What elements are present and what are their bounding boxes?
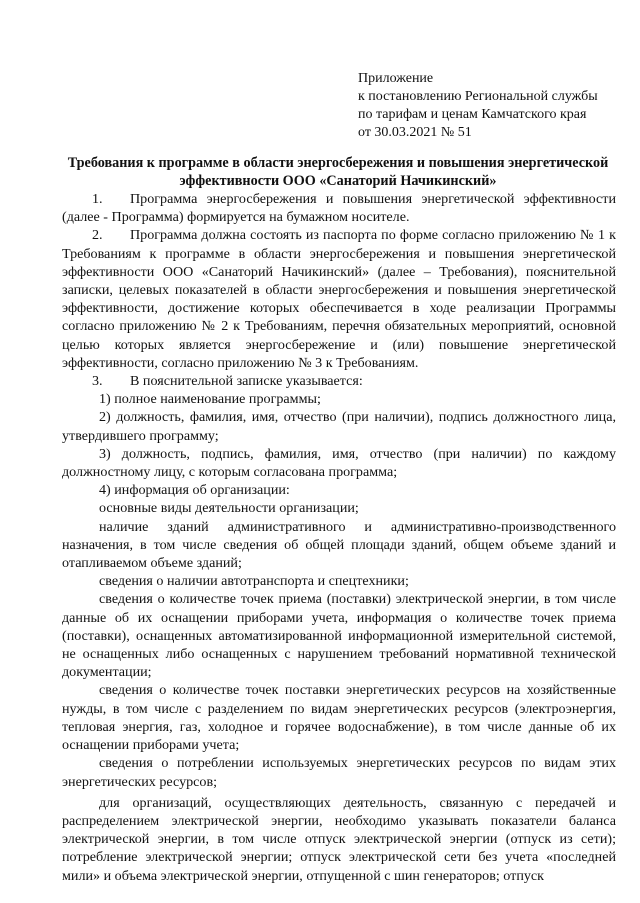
document-body [62,190,616,885]
paragraph: сведения о потреблении используемых энергетических ресурсов по видам этих энергетических ресурсов; [62,755,616,790]
appendix-header [358,70,628,142]
appendix-line-4: от 30.03.2021 № 51 [358,125,472,140]
paragraph: 4) информация об организации: [99,482,290,499]
item-number: 3. [92,373,103,390]
paragraph: 3) должность, подпись, фамилия, имя, отчество (при наличии) по каждому должностному лицу, с которым согласована программа; [62,445,616,481]
numbered-item-1 [62,190,616,226]
appendix-line-1: Приложение [358,71,434,86]
appendix-line-3: по тарифам и ценам Камчатского края [358,107,587,122]
paragraph: 1) полное наименование программы; [99,391,321,408]
numbered-item-3 [62,372,616,390]
item-text: Программа энергосбережения и повышения энергетической эффективности (далее - Программа) формируется на бумажном носителе. [62,191,616,226]
paragraph: для организаций, осуществляющих деятельность, связанную с передачей и распределением электрической энергии, необходимо указывать показатели баланса электрической энергии, в том числе отпуск электрической энергии (отпуск из сети); потребление электрической энергии; отпуск электрической сети без учета «последней мили» и объема электрической энергии, отпущенной с шин генераторов; отпуск [62,794,616,884]
document-title: Требования к программе в области энергосбережения и повышения энергетической эффективности ООО «Санаторий Начикинский» [67,155,609,189]
item-text: В пояснительной записке указывается: [130,373,363,390]
paragraph: основные виды деятельности организации; [99,500,359,517]
appendix-line-2: к постановлению Региональной службы [358,89,598,104]
paragraph: наличие зданий административного и административно-производственного назначения, в том числе сведения об общей площади зданий, общем объеме зданий и отапливаемом объеме зданий; [62,518,616,572]
paragraph: сведения о количестве точек поставки энергетических ресурсов на хозяйственные нужды, в том числе с разделением по видам энергетических ресурсов (электроэнергия, тепловая энергия, газ, холодное и горячее водоснабжение), в том числе данные об их оснащении приборами учета; [62,682,616,754]
paragraph: сведения о количестве точек приема (поставки) электрической энергии, в том числе данные об их оснащении приборами учета, информация о количестве точек приема (поставки), оснащенных автоматизированной информационной измерительной системой, не оснащенных либо оснащенных с нарушением требований нормативной технической документации; [62,591,616,681]
paragraph: сведения о наличии автотранспорта и спецтехники; [99,573,409,590]
item-number: 2. [92,227,103,244]
paragraph: 2) должность, фамилия, имя, отчество (при наличии), подпись должностного лица, утвердившего программу; [62,409,616,444]
numbered-item-2 [62,226,616,372]
item-number: 1. [92,191,103,207]
item-text: Программа должна состоять из паспорта по форме согласно приложению № 1 к Требованиям к программе в области энергосбережения и повышения энергетической эффективности ООО «Санаторий Начикинский» (далее – Требования), пояснительной записки, целевых показателей в области энергосбережения и повышения энергетической эффективности, достижение которых обеспечивается в ходе реализации Программы согласно приложению № 2 к Требованиям, перечня обязательных мероприятий, основной целью которых является энергосбережение и (или) повышение энергетической эффективности, согласно приложению № 3 к Требованиям. [62,227,616,371]
